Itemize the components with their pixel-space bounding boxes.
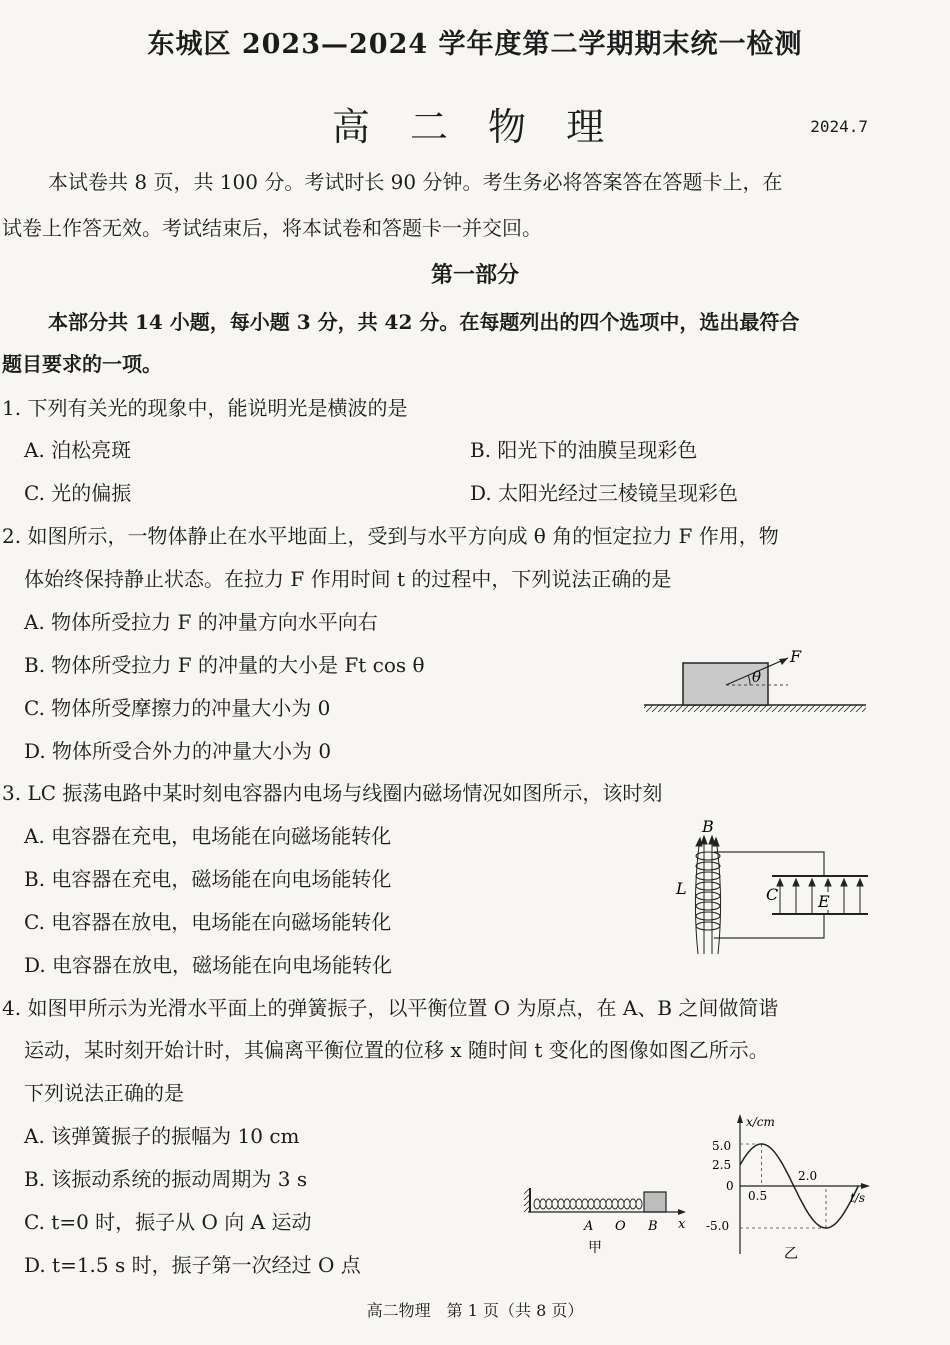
force-label: F xyxy=(790,647,802,666)
q3-lc-circuit-diagram xyxy=(672,816,872,956)
instructions-line-2: 试卷上作答无效。考试结束后，将本试卷和答题卡一并交回。 xyxy=(2,216,542,240)
q2-stem-line-2: 体始终保持静止状态。在拉力 F 作用时间 t 的过程中，下列说法正确的是 xyxy=(24,567,672,591)
q4-option-d: D. t=1.5 s 时，振子第一次经过 O 点 xyxy=(24,1253,361,1277)
page-footer: 高二物理 第 1 页（共 8 页） xyxy=(366,1301,584,1320)
q2-option-b: B. 物体所受拉力 F 的冲量的大小是 Ft cos θ xyxy=(24,653,425,677)
q2-option-a: A. 物体所受拉力 F 的冲量方向水平向右 xyxy=(24,610,378,634)
q1-option-d: D. 太阳光经过三棱镜呈现彩色 xyxy=(470,481,739,505)
part-description-line-2: 题目要求的一项。 xyxy=(2,352,162,376)
figure-a-caption: 甲 xyxy=(588,1240,602,1256)
q2-block-diagram xyxy=(640,640,870,720)
point-b-label: B xyxy=(648,1219,658,1234)
q2-option-c: C. 物体所受摩擦力的冲量大小为 0 xyxy=(24,696,331,720)
q3-option-d: D. 电容器在放电，磁场能在向电场能转化 xyxy=(24,953,393,977)
x-axis-label: x xyxy=(678,1217,686,1232)
instructions-line-1: 本试卷共 8 页，共 100 分。考试时长 90 分钟。考生务必将答案答在答题卡上，在 xyxy=(48,170,783,194)
exam-title: 东城区 2023—2024 学年度第二学期期末统一检测 xyxy=(147,29,803,60)
q3-option-b: B. 电容器在充电，磁场能在向电场能转化 xyxy=(24,867,392,891)
q4-spring-oscillator-diagram xyxy=(520,1180,700,1260)
surface-axis-arrow xyxy=(678,1209,686,1215)
oscillator-block xyxy=(644,1192,666,1212)
part-description-line-1: 本部分共 14 小题，每小题 3 分，共 42 分。在每题列出的四个选项中，选出最符合 xyxy=(48,310,800,334)
q3-option-a: A. 电容器在充电，电场能在向磁场能转化 xyxy=(24,824,392,848)
q1-option-b: B. 阳光下的油膜呈现彩色 xyxy=(470,438,698,462)
electric-field-label: E xyxy=(818,892,830,911)
spring xyxy=(534,1199,642,1209)
subject-title: 高 二 物 理 xyxy=(331,105,619,149)
q4-option-b: B. 该振动系统的振动周期为 3 s xyxy=(24,1167,308,1191)
inductor-label: L xyxy=(676,879,687,898)
q3-option-c: C. 电容器在放电，电场能在向磁场能转化 xyxy=(24,910,392,934)
exam-date: 2024.7 xyxy=(810,117,868,136)
q4-displacement-time-graph xyxy=(700,1112,880,1262)
q2-option-d: D. 物体所受合外力的冲量大小为 0 xyxy=(24,739,332,763)
y-tick-neg-5: -5.0 xyxy=(706,1219,730,1233)
graph-x-axis-label: t/s xyxy=(850,1191,866,1205)
ground-hatching xyxy=(644,705,866,712)
q1-option-c: C. 光的偏振 xyxy=(24,481,132,505)
q1-stem: 1. 下列有关光的现象中，能说明光是横波的是 xyxy=(2,396,408,420)
force-arrowhead xyxy=(779,658,788,665)
x-tick-0-5: 0.5 xyxy=(748,1189,768,1203)
y-tick-0: 0 xyxy=(726,1179,734,1193)
q2-stem-line-1: 2. 如图所示，一物体静止在水平地面上，受到与水平方向成 θ 角的恒定拉力 F 作用，物 xyxy=(2,524,779,548)
magnetic-field-label: B xyxy=(702,817,714,836)
angle-label: θ xyxy=(752,668,762,686)
q4-option-c: C. t=0 时，振子从 O 向 A 运动 xyxy=(24,1210,312,1234)
inductor-coil xyxy=(696,852,720,930)
y-tick-2-5: 2.5 xyxy=(712,1158,732,1172)
graph-y-axis-arrow xyxy=(737,1114,743,1123)
circuit-wire-top xyxy=(714,852,824,876)
q4-stem-line-2: 运动，某时刻开始计时，其偏离平衡位置的位移 x 随时间 t 变化的图像如图乙所示。 xyxy=(24,1038,769,1062)
x-tick-2-0: 2.0 xyxy=(798,1169,818,1183)
q1-option-a: A. 泊松亮斑 xyxy=(24,438,132,462)
graph-x-axis-arrow xyxy=(861,1183,870,1189)
capacitor-label: C xyxy=(766,885,779,904)
q4-stem-line-3: 下列说法正确的是 xyxy=(24,1081,184,1105)
circuit-wire-bottom xyxy=(714,914,824,938)
q4-option-a: A. 该弹簧振子的振幅为 10 cm xyxy=(24,1124,300,1148)
part-title: 第一部分 xyxy=(430,262,519,288)
q3-stem: 3. LC 振荡电路中某时刻电容器内电场与线圈内磁场情况如图所示，该时刻 xyxy=(2,781,663,805)
point-o-label: O xyxy=(615,1219,626,1234)
graph-y-axis-label: x/cm xyxy=(746,1115,775,1129)
point-a-label: A xyxy=(584,1219,594,1234)
y-tick-5: 5.0 xyxy=(712,1139,732,1153)
q4-stem-line-1: 4. 如图甲所示为光滑水平面上的弹簧振子，以平衡位置 O 为原点，在 A、B 之间做简谐 xyxy=(2,996,779,1020)
figure-b-caption: 乙 xyxy=(784,1246,798,1262)
